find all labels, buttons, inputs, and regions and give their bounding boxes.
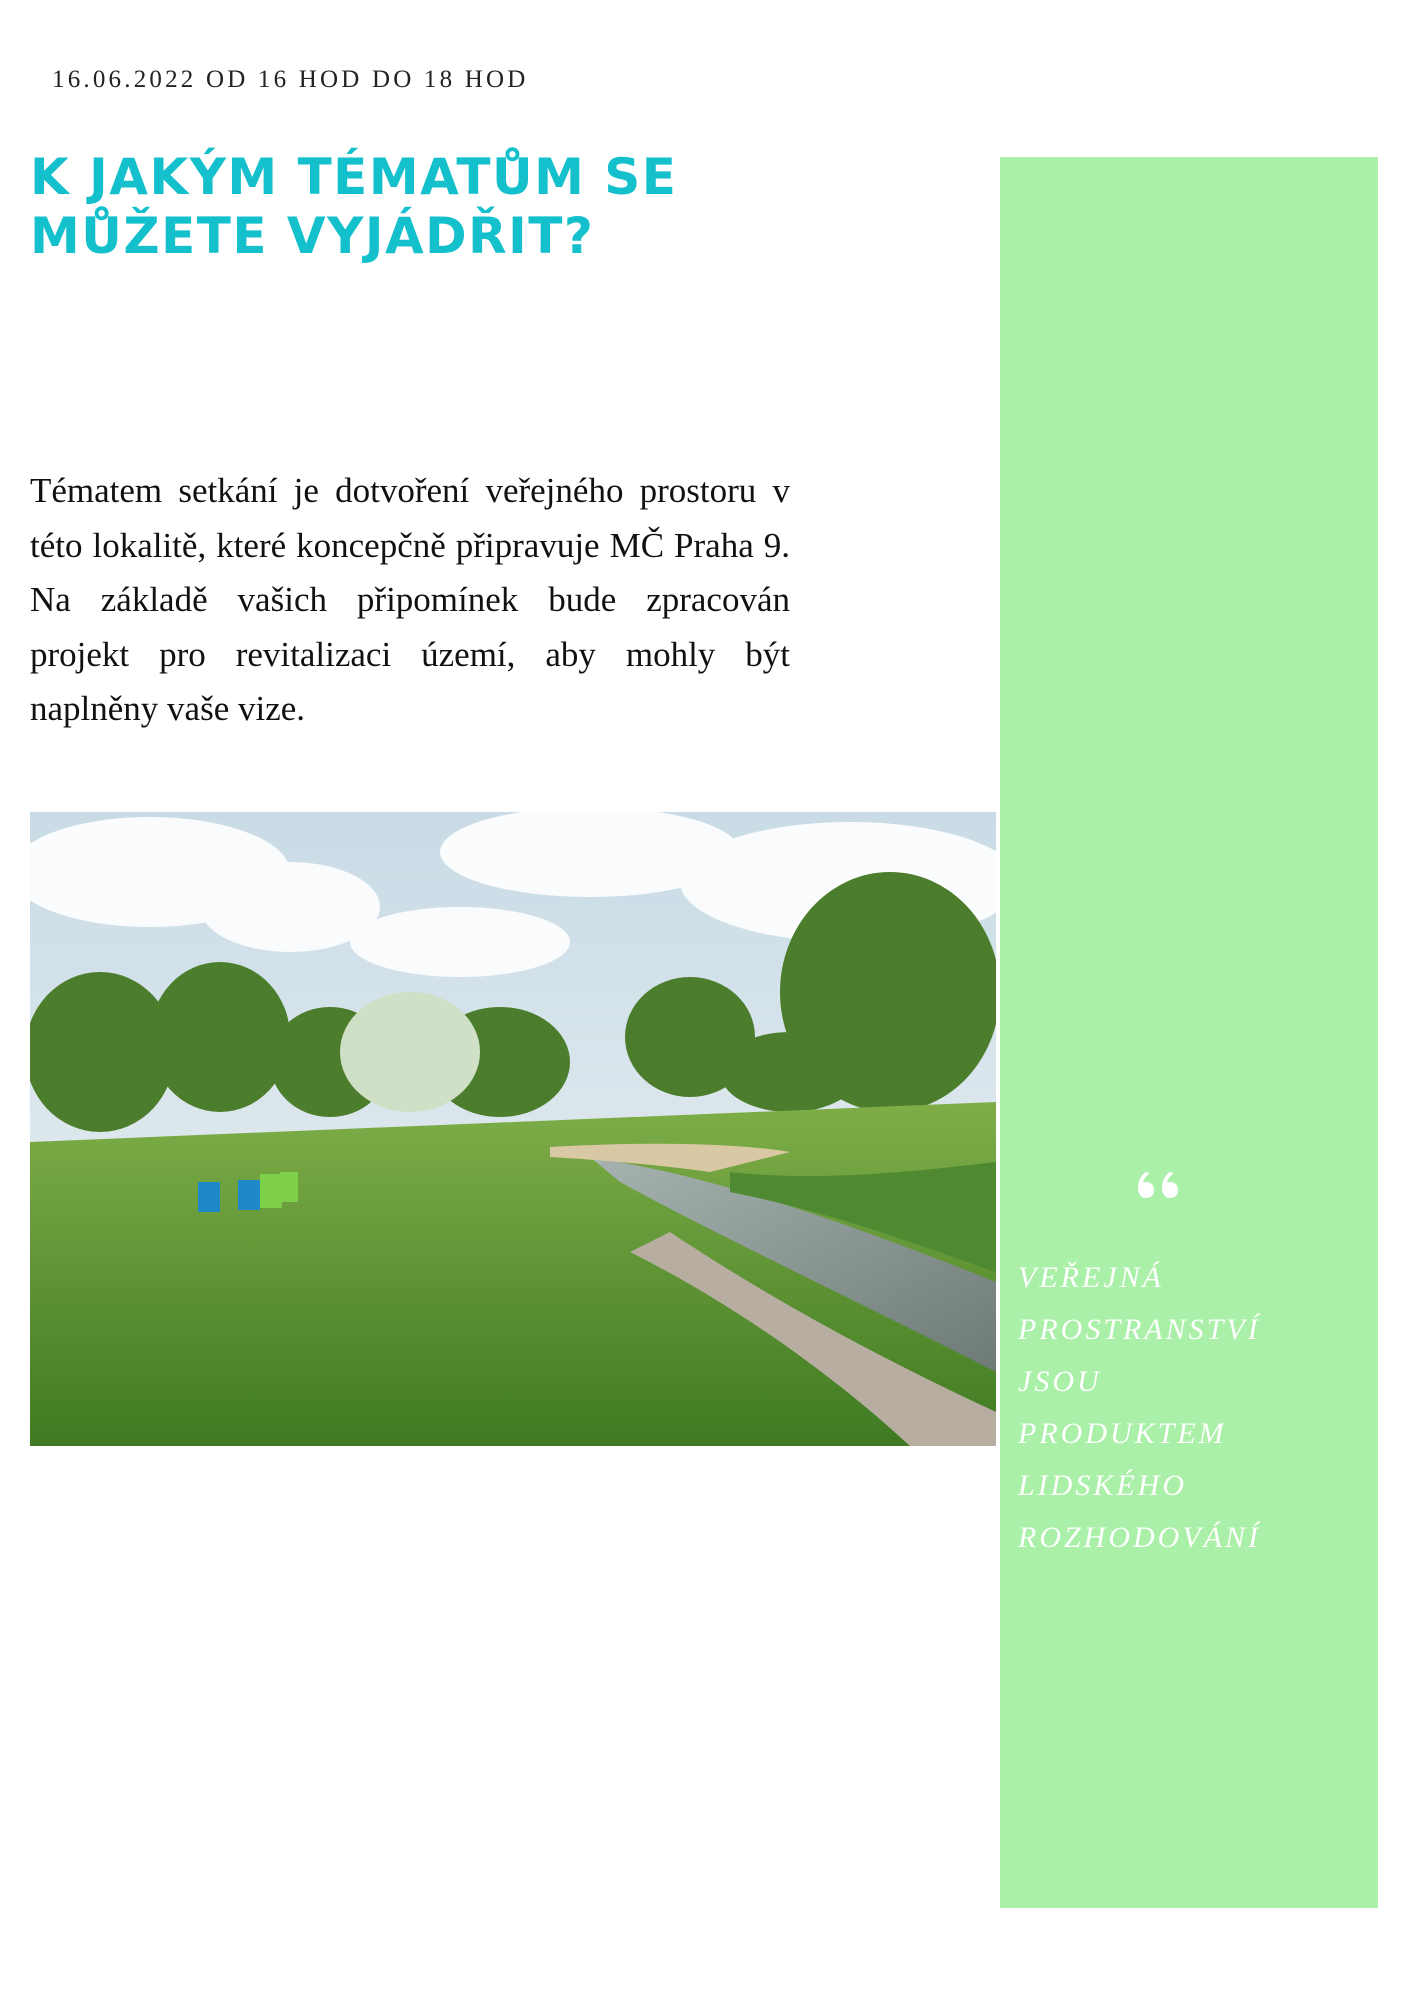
page-title: K JAKÝM TÉMATŮM SE MŮŽETE VYJÁDŘIT?	[30, 148, 678, 265]
quote-line: JSOU	[1018, 1365, 1102, 1398]
quote-line: VEŘEJNÁ	[1018, 1261, 1164, 1294]
intro-paragraph: Tématem setkání je dotvoření veřejného prostoru v této lokalitě, které koncepčně připravuje MČ Praha 9. Na základě vašich připomínek bude zpracován projekt pro revitalizaci území, aby mohly být naplněny vaše vize.	[30, 471, 790, 728]
quote-line: PROSTRANSTVÍ	[1018, 1313, 1261, 1346]
quote-line: LIDSKÉHO	[1018, 1469, 1188, 1502]
sidebar-quote	[1018, 1252, 1363, 1564]
quote-mark-icon	[1136, 1166, 1180, 1202]
quote-line: PRODUKTEM	[1018, 1417, 1227, 1450]
quote-line: ROZHODOVÁNÍ	[1018, 1521, 1261, 1554]
park-visualization-image	[30, 812, 996, 1446]
event-date-time: 16.06.2022 OD 16 HOD DO 18 HOD	[52, 66, 529, 93]
quote-sidebar	[1000, 157, 1378, 1908]
